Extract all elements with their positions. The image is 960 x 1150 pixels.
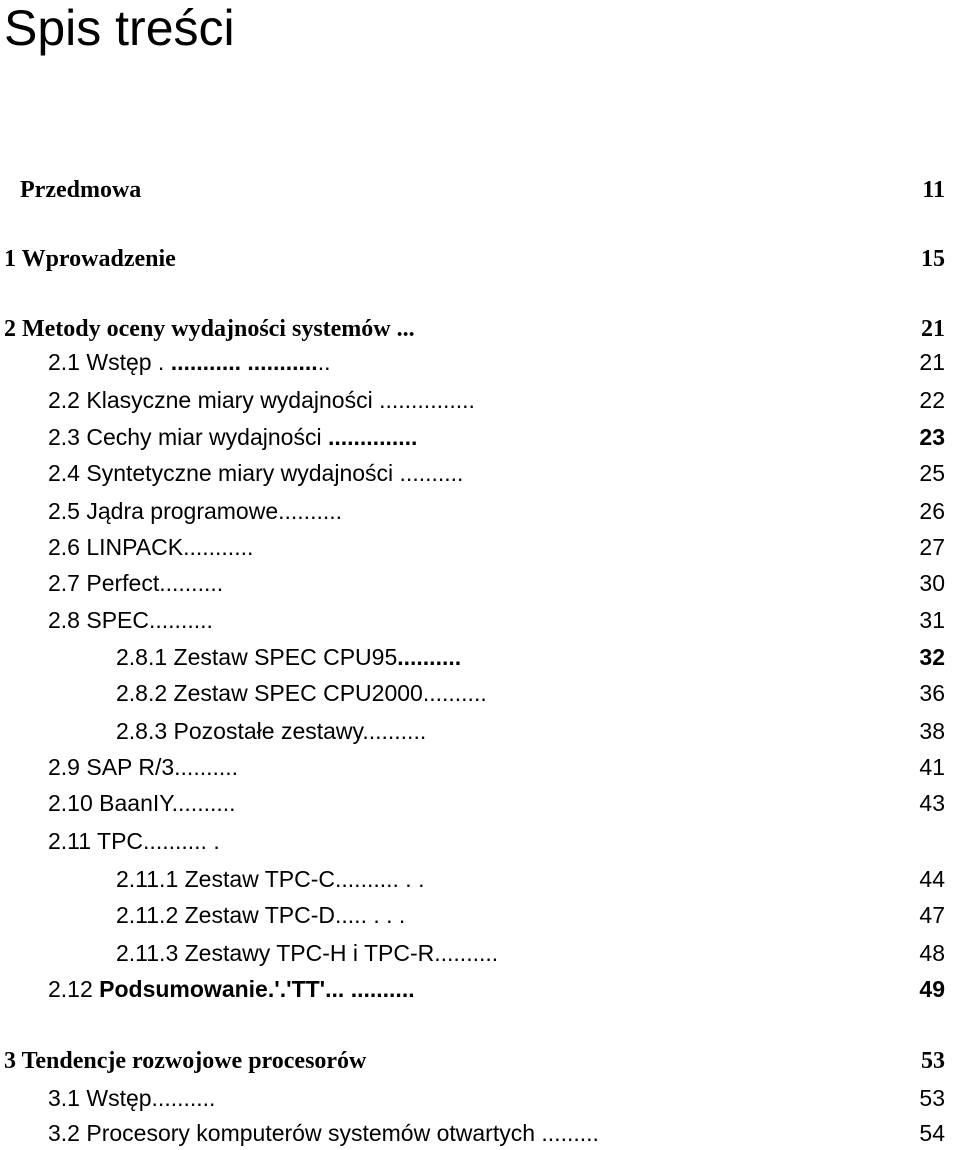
toc-entry-label: 2.6 LINPACK........... — [48, 534, 254, 560]
toc-entry-label: 2.9 SAP R/3.......... — [48, 754, 239, 780]
toc-entry-page: 38 — [919, 718, 945, 744]
toc-entry-2-8-1 — [0, 640, 960, 674]
toc-entry-page: 21 — [921, 316, 945, 342]
toc-entry-page: 44 — [919, 866, 945, 892]
toc-entry-2-2 — [0, 383, 960, 417]
toc-entry-2-7 — [0, 566, 960, 600]
toc-entry-page: 21 — [919, 349, 945, 375]
toc-entry-2-11-1 — [0, 862, 960, 896]
toc-entry-2-9 — [0, 750, 960, 784]
toc-entry-label: 3.2 Procesory komputerów systemów otwartych ......... — [48, 1120, 599, 1146]
toc-entry-2-8-3 — [0, 714, 960, 748]
toc-entry-label: 1 Wprowadzenie — [4, 246, 176, 272]
toc-entry-label-leader: .............. — [327, 424, 418, 450]
toc-entry-label: 2.11.1 Zestaw TPC-C.......... . . — [116, 866, 425, 892]
toc-entry-page: 41 — [919, 754, 945, 780]
toc-entry-page: 23 — [919, 424, 945, 450]
toc-entry-przedmowa — [0, 173, 960, 207]
toc-entry-label: 2.4 Syntetyczne miary wydajności .......... — [48, 460, 464, 486]
toc-entry-page: 15 — [921, 246, 945, 272]
toc-entry-label: 2.8.2 Zestaw SPEC CPU2000.......... — [116, 680, 487, 706]
toc-entry-page: 47 — [919, 902, 945, 928]
toc-entry-page: 53 — [919, 1085, 945, 1111]
toc-entry-2-8-2 — [0, 676, 960, 710]
toc-entry-label: 3.1 Wstęp.......... — [48, 1085, 216, 1111]
toc-entry-page: 27 — [919, 534, 945, 560]
toc-entry-page: 43 — [919, 790, 945, 816]
toc-entry-3-1 — [0, 1081, 960, 1115]
toc-entry-2-4 — [0, 456, 960, 490]
toc-entry-label-leader: Podsumowanie.'.'TT'... .......... — [99, 976, 415, 1002]
toc-entry-page: 54 — [919, 1120, 945, 1146]
toc-entry-2-12 — [0, 972, 960, 1006]
toc-entry-chapter-2 — [0, 312, 960, 346]
toc-entry-label: 3 Tendencje rozwojowe procesorów — [4, 1048, 367, 1074]
toc-entry-label: 2.10 BaanIY.......... — [48, 790, 236, 816]
toc-entry-label — [48, 972, 415, 1006]
toc-entry-2-5 — [0, 494, 960, 528]
toc-entry-2-10 — [0, 786, 960, 820]
toc-entry-page: 30 — [919, 570, 945, 596]
toc-entry-page: 26 — [919, 498, 945, 524]
toc-entry-label: 2.8 SPEC.......... — [48, 607, 213, 633]
toc-entry-page: 53 — [921, 1048, 945, 1074]
toc-entry-label-tail: .. — [317, 349, 331, 375]
toc-entry-2-11-2 — [0, 898, 960, 932]
toc-entry-2-8 — [0, 603, 960, 637]
toc-entry-label: 2.11.2 Zestaw TPC-D..... . . . — [116, 902, 406, 928]
toc-entry-label: 2.7 Perfect.......... — [48, 570, 224, 596]
toc-entry-label-main: 2.12 — [48, 976, 100, 1002]
toc-entry-3-2 — [0, 1116, 960, 1150]
toc-entry-label — [116, 640, 461, 674]
toc-entry-label-main: 2.8.1 Zestaw SPEC CPU95 — [116, 644, 398, 670]
toc-entry-label: 2.2 Klasyczne miary wydajności ............... — [48, 387, 475, 413]
toc-entry-2-11 — [0, 824, 960, 858]
toc-entry-page: 49 — [919, 976, 945, 1002]
toc-entry-2-3 — [0, 420, 960, 454]
toc-entry-label: 2 Metody oceny wydajności systemów ... — [4, 316, 415, 342]
page-title: Spis treści — [4, 0, 235, 56]
toc-entry-page: 22 — [919, 387, 945, 413]
toc-entry-label-leader: ........... ........... — [170, 349, 318, 375]
toc-entry-page: 36 — [919, 680, 945, 706]
toc-entry-chapter-3 — [0, 1044, 960, 1078]
toc-entry-page: 31 — [919, 607, 945, 633]
toc-entry-page: 25 — [919, 460, 945, 486]
toc-entry-2-6 — [0, 530, 960, 564]
toc-entry-page: 11 — [922, 177, 945, 203]
toc-entry-page: 48 — [919, 940, 945, 966]
toc-entry-label — [48, 420, 417, 454]
toc-entry-page: 32 — [919, 644, 945, 670]
toc-entry-label: 2.8.3 Pozostałe zestawy.......... — [116, 718, 427, 744]
toc-entry-label — [48, 345, 330, 379]
toc-entry-label: 2.5 Jądra programowe.......... — [48, 498, 343, 524]
toc-entry-2-1 — [0, 345, 960, 379]
toc-entry-label-leader: .......... — [397, 644, 462, 670]
toc-entry-label: Przedmowa — [20, 177, 142, 203]
toc-entry-label-main: 2.3 Cechy miar wydajności — [48, 424, 328, 450]
toc-entry-label: 2.11.3 Zestawy TPC-H i TPC-R.......... — [116, 940, 499, 966]
toc-entry-label-main: 2.1 Wstęp . — [48, 349, 171, 375]
toc-entry-label: 2.11 TPC.......... . — [48, 828, 220, 854]
toc-entry-chapter-1 — [0, 242, 960, 276]
toc-entry-2-11-3 — [0, 936, 960, 970]
